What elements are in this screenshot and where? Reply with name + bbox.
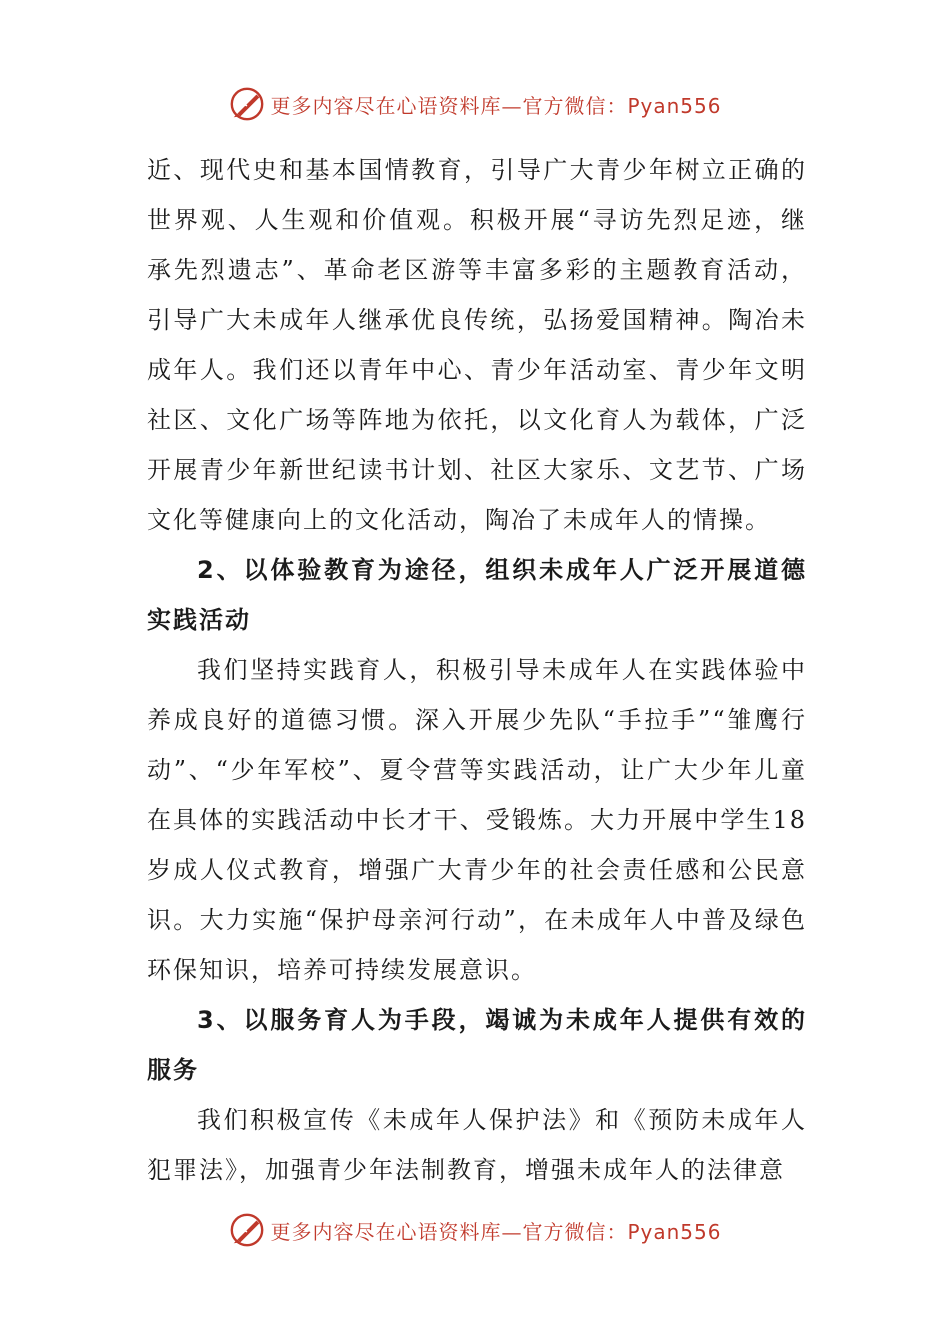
paragraph-3: 我们积极宣传《未成年人保护法》和《预防未成年人犯罪法》，加强青少年法制教育，增强未成年人的法律意 [147,1106,807,1184]
section-heading-3: 3、以服务育人为手段，竭诚为未成年人提供有效的服务 [147,1006,807,1084]
section-heading-2: 2、以体验教育为途径，组织未成年人广泛开展道德实践活动 [147,556,807,634]
footer-banner-main: 更多内容尽在心语资料库 [270,1219,502,1244]
footer-banner [0,1210,950,1250]
footer-banner-text [270,1216,721,1245]
header-banner-text [270,90,721,119]
document-body [147,145,807,1195]
footer-banner-contact: 官方微信：Pyan556 [522,1219,722,1244]
pen-logo-icon [228,85,266,123]
header-banner-dash: — [501,93,523,118]
footer-banner-dash: — [501,1219,523,1244]
header-banner [0,84,950,124]
pen-logo-icon [228,1211,266,1249]
paragraph-2: 我们坚持实践育人，积极引导未成年人在实践体验中养成良好的道德习惯。深入开展少先队“手拉手”“雏鹰行动”、“少年军校”、夏令营等实践活动，让广大少年儿童在具体的实践活动中长才干、受锻炼。大力开展中学生18岁成人仪式教育，增强广大青少年的社会责任感和公民意识。大力实施“保护母亲河行动”，在未成年人中普及绿色环保知识，培养可持续发展意识。 [147,656,807,984]
paragraph-1: 近、现代史和基本国情教育，引导广大青少年树立正确的世界观、人生观和价值观。积极开展“寻访先烈足迹，继承先烈遗志”、革命老区游等丰富多彩的主题教育活动，引导广大未成年人继承优良传统，弘扬爱国精神。陶冶未成年人。我们还以青年中心、青少年活动室、青少年文明社区、文化广场等阵地为依托，以文化育人为载体，广泛开展青少年新世纪读书计划、社区大家乐、文艺节、广场文化等健康向上的文化活动，陶冶了未成年人的情操。 [147,156,807,534]
header-banner-main: 更多内容尽在心语资料库 [270,93,502,118]
header-banner-contact: 官方微信：Pyan556 [522,93,722,118]
